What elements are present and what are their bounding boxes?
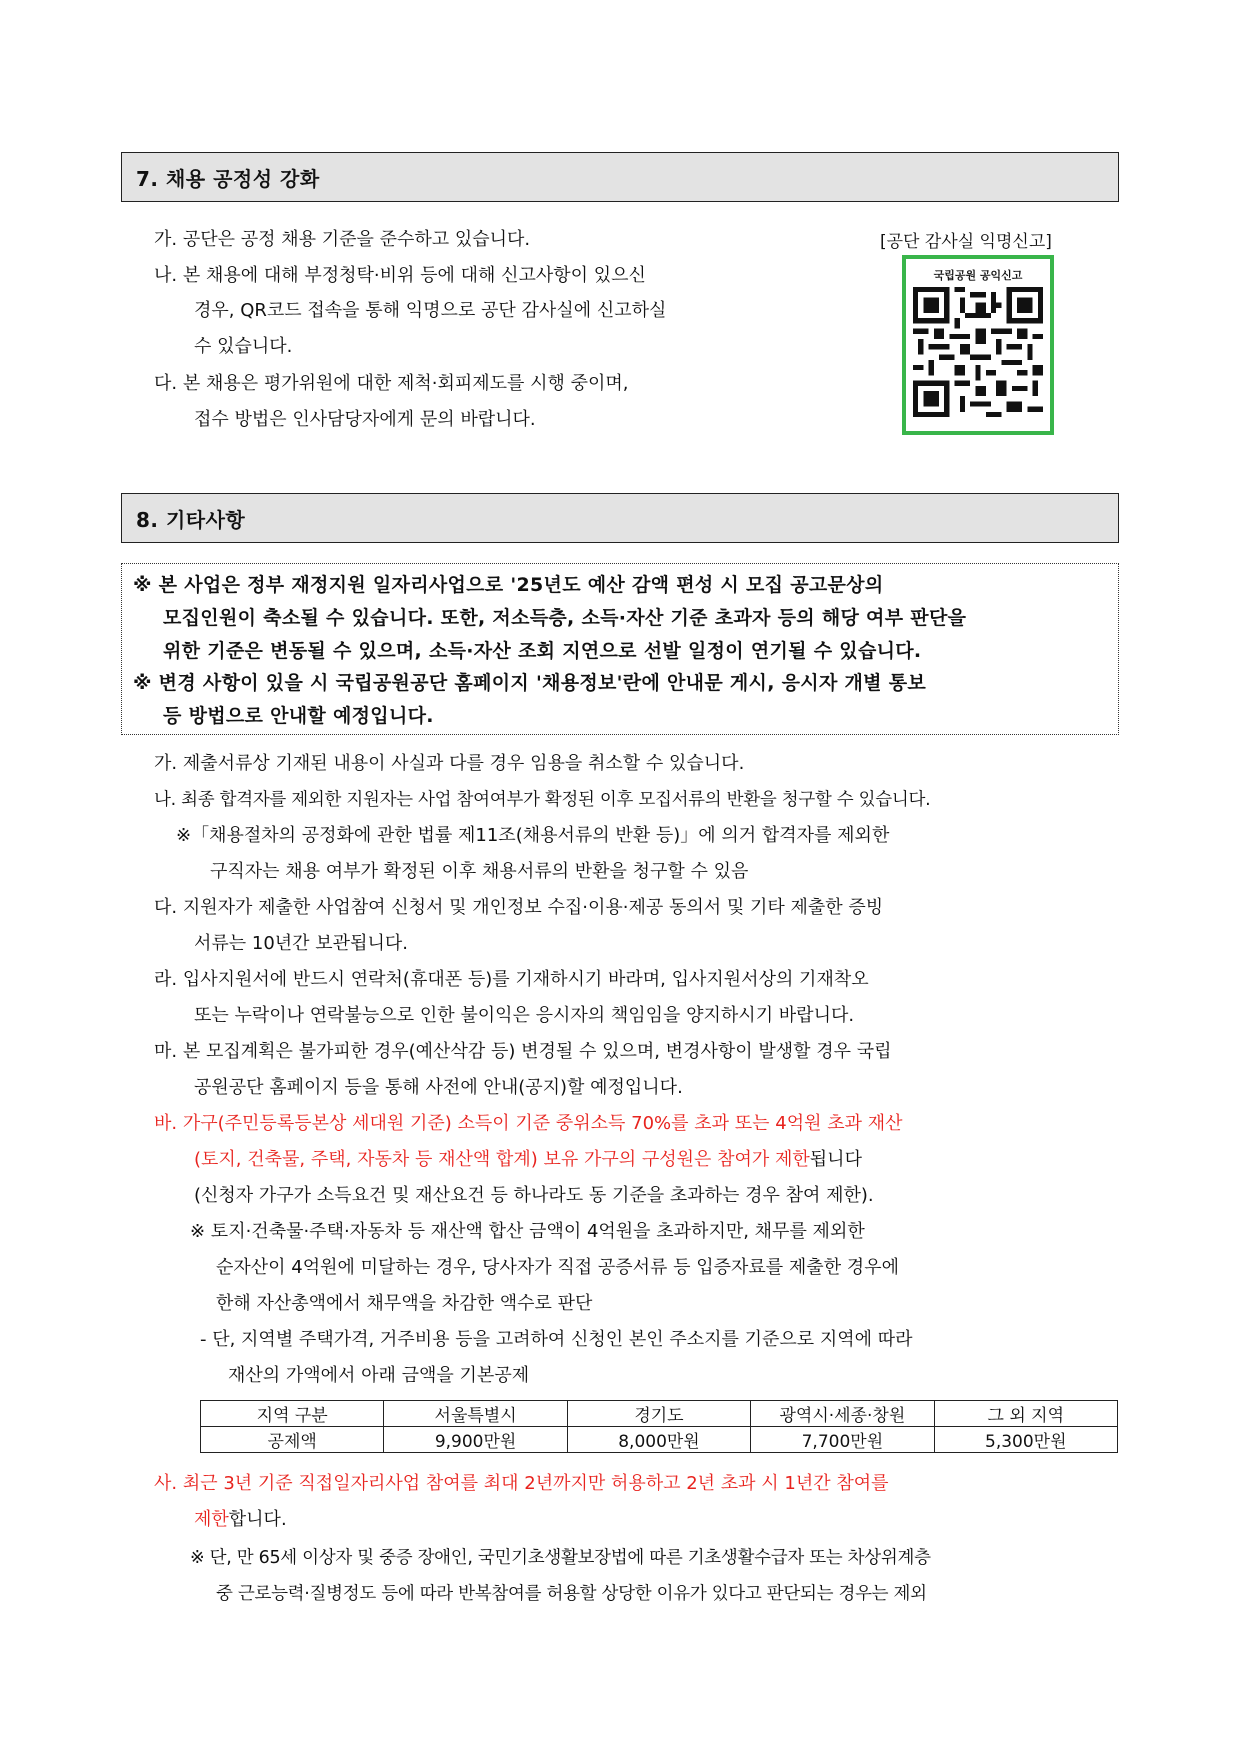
s7-line-da: 다. 본 채용은 평가위원에 대한 제척·회피제도를 시행 중이며, [154, 373, 629, 394]
table-header-row [201, 1401, 1118, 1427]
notice-line-2: 모집인원이 축소될 수 있습니다. 또한, 저소득층, 소득·자산 기준 초과자 등의 해당 여부 판단을 [163, 607, 967, 629]
section-8-title: 8. 기타사항 [136, 508, 246, 532]
sa-label: 사. [154, 1473, 178, 1494]
table-cell: 9,900만원 [384, 1427, 567, 1453]
ba-label: 바. [154, 1113, 178, 1134]
section-7-header [121, 152, 1119, 202]
s8-line-sa-2 [194, 1508, 287, 1532]
sa-red-1: 최근 3년 기준 직접일자리사업 참여를 최대 2년까지만 허용하고 2년 초과 시 1년간 참여를 [182, 1473, 889, 1494]
table-cell: 5,300만원 [934, 1427, 1117, 1453]
table-cell: 공제액 [201, 1427, 384, 1453]
table-row [201, 1427, 1118, 1453]
table-header-cell: 지역 구분 [201, 1401, 384, 1427]
s8-line-na: 나. 최종 합격자를 제외한 지원자는 사업 참여여부가 확정된 이후 모집서류의 반환을 청구할 수 있습니다. [154, 790, 931, 810]
s7-line-na-2: 경우, QR코드 접속을 통해 익명으로 공단 감사실에 신고하실 [194, 300, 667, 321]
ba-note-3: 한해 자산총액에서 채무액을 차감한 액수로 판단 [216, 1293, 593, 1314]
ba-note-1: ※ 토지·건축물·주택·자동차 등 재산액 합산 금액이 4억원을 초과하지만, 채무를 제외한 [190, 1221, 865, 1242]
table-cell: 8,000만원 [567, 1427, 750, 1453]
table-cell: 7,700만원 [751, 1427, 934, 1453]
table-header-cell: 그 외 지역 [934, 1401, 1117, 1427]
s8-note-law-1: ※「채용절차의 공정화에 관한 법률 제11조(채용서류의 반환 등)」에 의거 합격자를 제외한 [176, 825, 890, 846]
s8-note-law-2: 구직자는 채용 여부가 확정된 이후 채용서류의 반환을 청구할 수 있음 [210, 861, 749, 882]
notice-box [121, 563, 1119, 735]
sa-tail-2: 합니다. [228, 1509, 287, 1530]
ba-note-4: - 단, 지역별 주택가격, 거주비용 등을 고려하여 신청인 본인 주소지를 기준으로 지역에 따라 [200, 1329, 913, 1350]
notice-line-4: ※ 변경 사항이 있을 시 국립공원공단 홈페이지 '채용정보'란에 안내문 게시, 응시자 개별 통보 [133, 672, 927, 694]
ba-red-2: (토지, 건축물, 주택, 자동차 등 재산액 합계) 보유 가구의 구성원은 참여가 제한 [194, 1149, 810, 1170]
s7-line-da-2: 접수 방법은 인사담당자에게 문의 바랍니다. [194, 409, 536, 430]
ba-note-2: 순자산이 4억원에 미달하는 경우, 당사자가 직접 공증서류 등 입증자료를 제출한 경우에 [216, 1257, 899, 1278]
s8-line-ra-2: 또는 누락이나 연락불능으로 인한 불이익은 응시자의 책임임을 양지하시기 바랍니다. [194, 1005, 855, 1026]
sa-note-2: 중 근로능력·질병정도 등에 따라 반복참여를 허용할 상당한 이유가 있다고 판단되는 경우는 제외 [216, 1584, 927, 1604]
s8-line-ba [154, 1112, 903, 1136]
s7-line-ga: 가. 공단은 공정 채용 기준을 준수하고 있습니다. [154, 229, 531, 250]
s8-line-ma-2: 공원공단 홈페이지 등을 통해 사전에 안내(공지)할 예정입니다. [194, 1077, 683, 1098]
notice-line-5: 등 방법으로 안내할 예정입니다. [163, 705, 434, 727]
notice-line-1: ※ 본 사업은 정부 재정지원 일자리사업으로 '25년도 예산 감액 편성 시 모집 공고문상의 [133, 574, 884, 596]
sa-red-2: 제한 [194, 1509, 229, 1530]
s7-line-na-3: 수 있습니다. [194, 336, 293, 357]
deduction-table [200, 1400, 1118, 1453]
s8-line-ba-3: (신청자 가구가 소득요건 및 재산요건 등 하나라도 동 기준을 초과하는 경우 참여 제한). [194, 1185, 874, 1206]
s7-line-na: 나. 본 채용에 대해 부정청탁·비위 등에 대해 신고사항이 있으신 [154, 265, 646, 286]
section-7-title: 7. 채용 공정성 강화 [136, 167, 320, 191]
section-8-header [121, 493, 1119, 543]
s8-line-da-2: 서류는 10년간 보관됩니다. [194, 933, 408, 954]
notice-line-3: 위한 기준은 변동될 수 있으며, 소득·자산 조회 지연으로 선발 일정이 연기될 수 있습니다. [163, 640, 922, 662]
table-header-cell: 광역시·세종·창원 [751, 1401, 934, 1427]
ba-tail-2: 됩니다 [809, 1149, 862, 1170]
s8-line-sa [154, 1472, 889, 1496]
s8-line-ga: 가. 제출서류상 기재된 내용이 사실과 다를 경우 임용을 취소할 수 있습니다. [154, 753, 745, 774]
s8-line-da: 다. 지원자가 제출한 사업참여 신청서 및 개인정보 수집·이용·제공 동의서 및 기타 제출한 증빙 [154, 897, 884, 918]
ba-red-1: 가구(주민등록등본상 세대원 기준) 소득이 기준 중위소득 70%를 초과 또는 4억원 초과 재산 [182, 1113, 903, 1134]
s8-line-ma: 마. 본 모집계획은 불가피한 경우(예산삭감 등) 변경될 수 있으며, 변경사항이 발생할 경우 국립 [154, 1041, 892, 1062]
qr-title: 국립공원 공익신고 [933, 269, 1023, 282]
table-header-cell: 경기도 [567, 1401, 750, 1427]
qr-code-box[interactable] [902, 255, 1054, 435]
s8-line-ba-2 [194, 1148, 862, 1172]
qr-caption: [공단 감사실 익명신고] [880, 232, 1052, 252]
table-header-cell: 서울특별시 [384, 1401, 567, 1427]
sa-note-1: ※ 단, 만 65세 이상자 및 중증 장애인, 국민기초생활보장법에 따른 기초생활수급자 또는 차상위계층 [190, 1548, 931, 1568]
qr-code-icon [913, 287, 1043, 417]
ba-note-5: 재산의 가액에서 아래 금액을 기본공제 [228, 1365, 530, 1386]
s8-line-ra: 라. 입사지원서에 반드시 연락처(휴대폰 등)를 기재하시기 바라며, 입사지원서상의 기재착오 [154, 969, 869, 990]
